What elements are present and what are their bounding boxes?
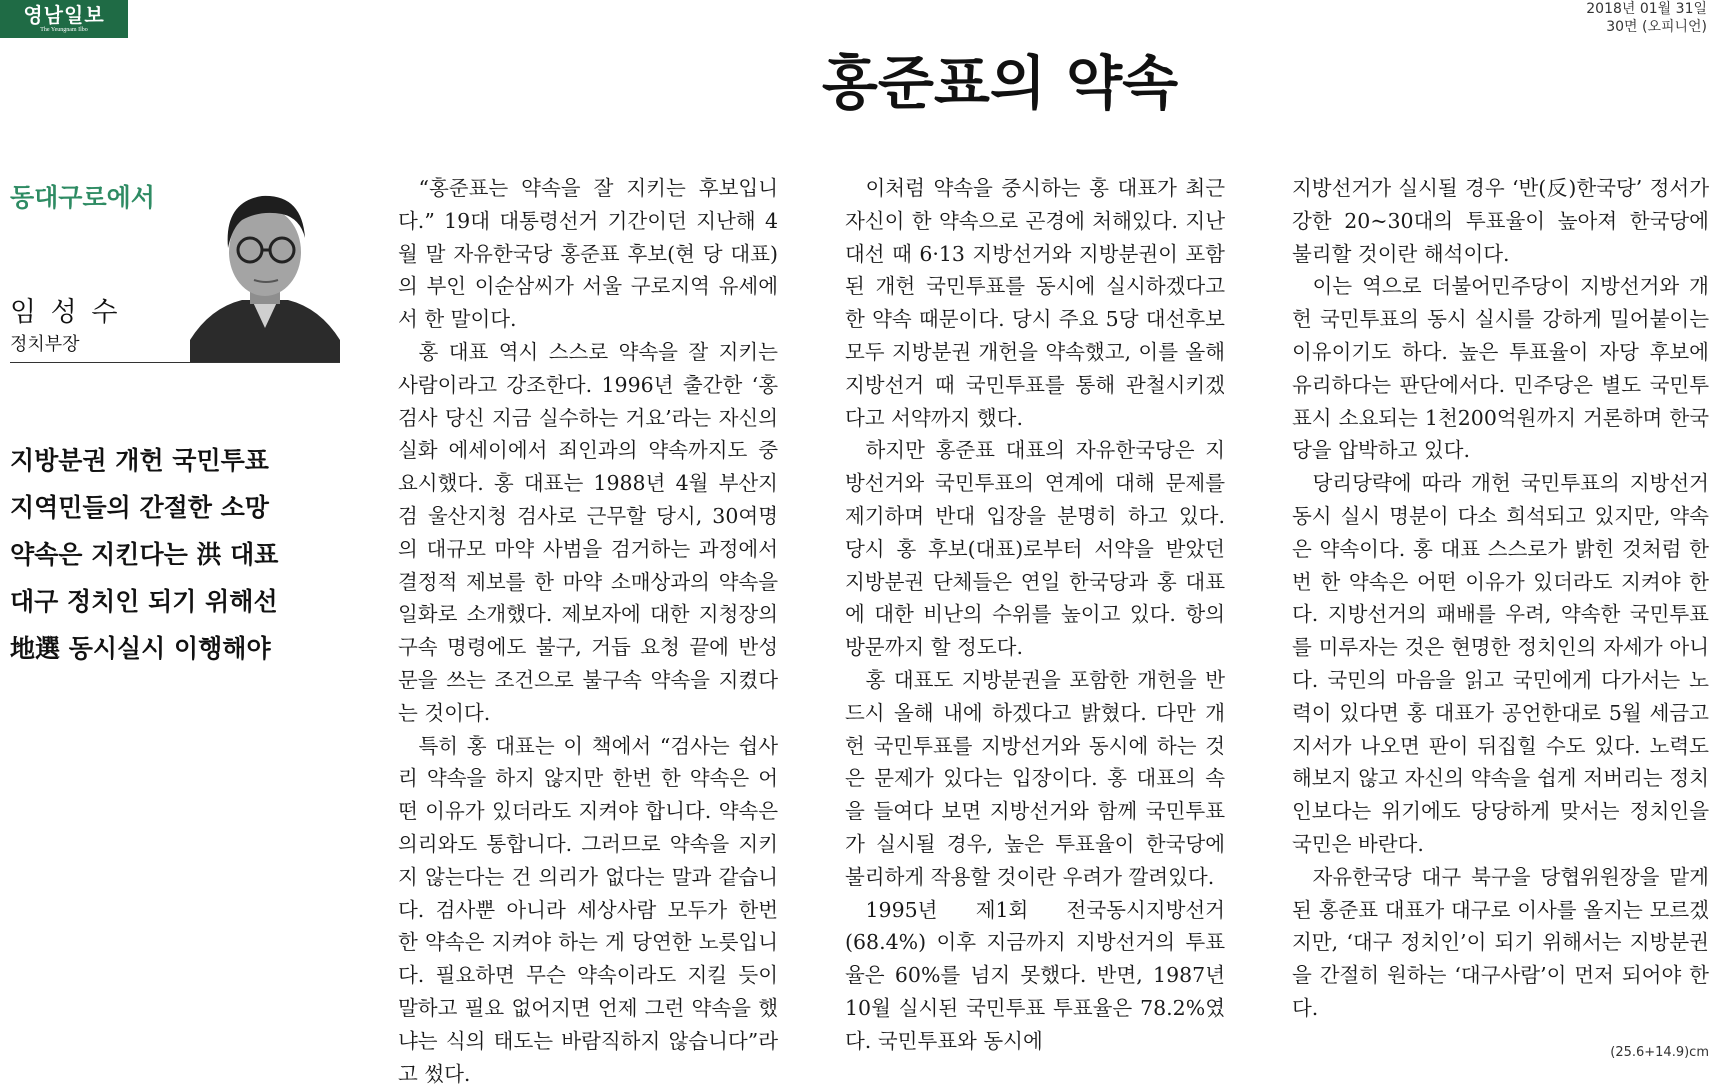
summary-line: 약속은 지킨다는 洪 대표 (10, 540, 279, 569)
newspaper-logo (0, 0, 128, 38)
summary-headlines (10, 437, 340, 672)
page-section: 30면 (오피니언) (1606, 19, 1707, 35)
body-column-3 (1292, 172, 1709, 1025)
column-name: 동대구로에서 (10, 183, 155, 212)
size-note: (25.6+14.9)cm (1610, 1045, 1709, 1060)
body-paragraph: 지방선거가 실시될 경우 ‘반(反)한국당’ 정서가 강한 20~30대의 투표율이 높아져 한국당에 불리할 것이란 해석이다. (1292, 176, 1709, 266)
body-paragraph: 1995년 제1회 전국동시지방선거(68.4%) 이후 지금까지 지방선거의 투표율은 60%를 넘지 못했다. 반면, 1987년 10월 실시된 국민투표 투표율은 78.2%였다. 국민투표와 동시에 (845, 897, 1225, 1053)
body-paragraph: 당리당략에 따라 개헌 국민투표의 지방선거 동시 실시 명분이 다소 희석되고 있지만, 약속은 약속이다. 홍 대표 스스로가 밝힌 것처럼 한번 한 약속은 어떤 이유가 있더라도 지켜야 한다. 지방선거의 패배를 우려, 약속한 국민투표를 미루자는 것은 현명한 정치인의 자세가 아니다. 국민의 마음을 읽고 국민에게 다가서는 노력이 있다면 홍 대표가 공언한대로 5월 세금고지서가 나오면 판이 뒤집힐 수도 있다. 노력도 해보지 않고 자신의 약속을 쉽게 저버리는 정치인보다는 위기에도 당당하게 맞서는 정치인을 국민은 바란다. (1292, 471, 1709, 856)
author-photo (190, 180, 340, 363)
publication-date: 2018년 01월 31일 (1586, 1, 1707, 17)
body-column-2 (845, 172, 1225, 1058)
logo-text: 영남일보 (23, 3, 105, 27)
summary-line: 대구 정치인 되기 위해선 (10, 587, 278, 616)
body-column-1 (398, 172, 778, 1090)
body-paragraph: 자유한국당 대구 북구을 당협위원장을 맡게 된 홍준표 대표가 대구로 이사를 올지는 모르겠지만, ‘대구 정치인’이 되기 위해서는 지방분권을 간절히 원하는 ‘대구사람’이 먼저 되어야 한다. (1292, 864, 1709, 1020)
summary-line: 地選 동시실시 이행해야 (10, 634, 271, 663)
article-title: 홍준표의 약속 (821, 49, 1179, 117)
body-paragraph: 홍 대표도 지방분권을 포함한 개헌을 반드시 올해 내에 하겠다고 밝혔다. 다만 개헌 국민투표를 지방선거와 동시에 하는 것은 문제가 있다는 입장이다. 홍 대표의 속을 들여다 보면 지방선거와 함께 국민투표가 실시될 경우, 높은 투표율이 한국당에 불리하게 작용할 것이란 우려가 깔려있다. (845, 667, 1225, 889)
body-paragraph: “홍준표는 약속을 잘 지키는 후보입니다.” 19대 대통령선거 기간이던 지난해 4월 말 자유한국당 홍준표 후보(현 당 대표)의 부인 이순삼씨가 서울 구로지역 유세에서 한 말이다. (398, 176, 778, 332)
logo-subtext: The Yeungnam Ilbo (40, 27, 88, 33)
body-paragraph: 이는 역으로 더불어민주당이 지방선거와 개헌 국민투표의 동시 실시를 강하게 밀어붙이는 이유이기도 하다. 높은 투표율이 자당 후보에 유리하다는 판단에서다. 민주당은 별도 국민투표시 소요되는 1천200억원까지 거론하며 한국당을 압박하고 있다. (1292, 274, 1709, 463)
body-paragraph: 이처럼 약속을 중시하는 홍 대표가 최근 자신이 한 약속으로 곤경에 처해있다. 지난 대선 때 6·13 지방선거와 지방분권이 포함된 개헌 국민투표를 동시에 실시하겠다고 한 약속 때문이다. 당시 주요 5당 대선후보 모두 지방분권 개헌을 약속했고, 이를 올해 지방선거 때 국민투표를 통해 관철시키겠다고 서약까지 했다. (845, 176, 1225, 430)
author-title: 정치부장 (10, 334, 80, 355)
summary-line: 지역민들의 간절한 소망 (10, 493, 269, 522)
author-name: 임 성 수 (10, 297, 121, 328)
body-paragraph: 홍 대표 역시 스스로 약속을 잘 지키는 사람이라고 강조한다. 1996년 출간한 ‘홍검사 당신 지금 실수하는 거요’라는 자신의 실화 에세이에서 죄인과의 약속까지도 중요시했다. 홍 대표는 1988년 4월 부산지검 울산지청 검사로 근무할 당시, 30여명의 대규모 마약 사범을 검거하는 과정에서 결정적 제보를 한 마약 소매상과의 약속을 일화로 소개했다. 제보자에 대한 지청장의 구속 명령에도 불구, 거듭 요청 끝에 반성문을 쓰는 조건으로 불구속 약속을 지켰다는 것이다. (398, 339, 778, 725)
author-divider (10, 362, 340, 363)
summary-line: 지방분권 개헌 국민투표 (10, 446, 269, 475)
dateline (1586, 0, 1707, 36)
body-paragraph: 하지만 홍준표 대표의 자유한국당은 지방선거와 국민투표의 연계에 대해 문제를 제기하며 반대 입장을 분명히 하고 있다. 당시 홍 후보(대표)로부터 서약을 받았던 지방분권 단체들은 연일 한국당과 홍 대표에 대한 비난의 수위를 높이고 있다. 항의방문까지 할 정도다. (845, 438, 1225, 660)
body-paragraph: 특히 홍 대표는 이 책에서 “검사는 쉽사리 약속을 하지 않지만 한번 한 약속은 어떤 이유가 있더라도 지켜야 합니다. 약속은 의리와도 통합니다. 그러므로 약속을 지키지 않는다는 건 의리가 없다는 말과 같습니다. 검사뿐 아니라 세상사람 모두가 한번 한 약속은 지켜야 하는 게 당연한 노릇입니다. 필요하면 무슨 약속이라도 지킬 듯이 말하고 필요 없어지면 언제 그런 약속을 했냐는 식의 태도는 바람직하지 않습니다”라고 썼다. (398, 733, 778, 1086)
